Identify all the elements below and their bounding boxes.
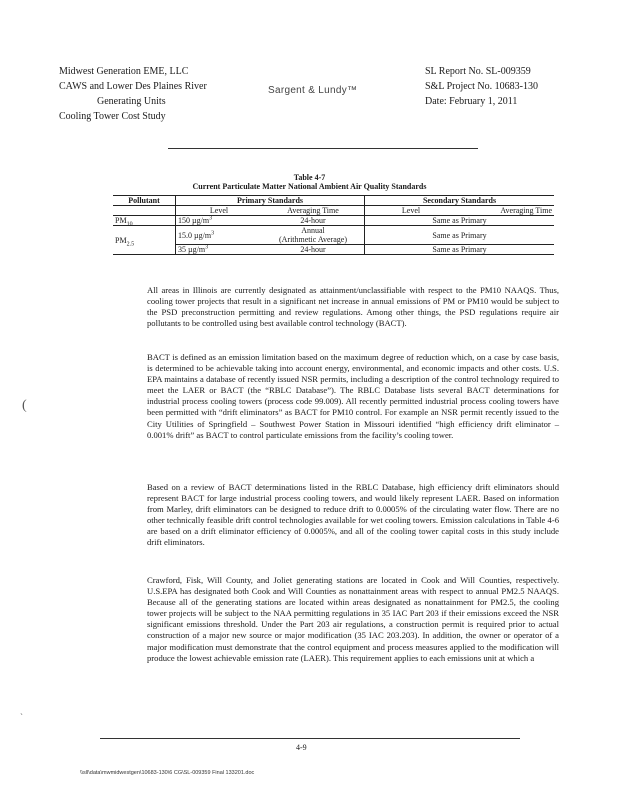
naaqs-table: [113, 195, 554, 255]
col-pollutant: Pollutant: [113, 196, 176, 206]
pm10-secondary: Same as Primary: [365, 216, 555, 226]
header-units: Generating Units: [97, 96, 166, 107]
page-number: 4-9: [296, 743, 307, 752]
header-divider: [168, 148, 478, 149]
pollutant-pm10: $PM_{10}$: [115, 216, 133, 228]
margin-tick-icon: `: [20, 712, 23, 722]
pollutant-pm25: $PM_{2.5}$: [115, 235, 135, 248]
table-row: [113, 245, 554, 255]
header-project: CAWS and Lower Des Plaines River: [59, 81, 207, 92]
table-row: [113, 216, 554, 226]
table-title: Current Particulate Matter National Ambient Air Quality Standards: [192, 182, 427, 191]
paragraph-nonattainment: Crawford, Fisk, Will County, and Joliet generating stations are located in Cook and Will Counties, respectively. U.S.EPA has designated both Cook and Will Counties as nonattainment areas with respect to annual PM2.5 NAAQS. Because all of the generating stations are located within areas designated as nonattainment for PM2.5, the cooling tower projects will be subject to the NAA permitting regulations in 35 IAC Part 203 if their emissions exceed the NSR significant emissions threshold. Under the Part 203 air regulations, a construction permit is required prior to actual construction of a major new source or major modification (35 IAC 203.203). In addition, the owner or operator of a major modification must demonstrate that the control equipment and process measures applied to the modification will produce the lowest achievable emission rate (LAER). This requirement applies to each emissions unit at which a: [147, 575, 559, 663]
pm25-annual-secondary: Same as Primary: [365, 226, 555, 245]
header-company: Midwest Generation EME, LLC: [59, 66, 189, 77]
pm25-annual-level: 15.0 $\mu g/m^3$: [176, 226, 263, 245]
col-secondary-standards: Secondary Standards: [365, 196, 555, 206]
col-primary-level: Level: [176, 206, 263, 216]
company-logo: Sargent & Lundy™: [268, 85, 358, 96]
paragraph-bact-definition: BACT is defined as an emission limitation based on the maximum degree of reduction which, on a case by case basis, is determined to be achievable taking into account energy, environmental, and economic impacts and other costs. U.S. EPA maintains a database of recently issued NSR permits, including a description of the control technology required to meet the LAER or BACT (the “RBLC Database”). The RBLC Database lists several BACT determinations for industrial process cooling towers (process code 99.009). All recently permitted industrial process cooling towers have been permitted with “drift eliminators” as BACT for PM10 control. For example an NSR permit recently issued to the City Utilities of Springfield – Southwest Power Station in Missouri identified “high efficiency drift eliminator – 0.001% drift” as BACT to control particulate emissions from the facility’s cooling tower.: [147, 352, 559, 440]
table-row: [113, 226, 554, 245]
col-secondary-level: Level: [365, 206, 458, 216]
pm10-averaging-time: 24-hour: [300, 216, 326, 225]
paragraph-drift-eliminators: Based on a review of BACT determinations listed in the RBLC Database, high efficiency drift eliminators should represent BACT for large industrial process cooling towers, and would likely represent LAER. Based on information from Marley, drift eliminators can be designed to reduce drift to 0.0005% of the circulating water flow. There are no other technically feasible drift control technologies available for wet cooling towers. Emission calculations in Table 4-6 are based on a drift eliminator efficiency of 0.0005%, and all of the cooling tower capital costs in this study include drift eliminators.: [147, 482, 559, 548]
pm25-24h-level: 35 $\mu g/m^3$: [176, 245, 263, 255]
header-left: [59, 64, 207, 124]
pm25-annual-averaging-time: Annual (Arithmetic Average): [278, 226, 348, 244]
footer-divider: [100, 738, 520, 739]
pm10-level: 150 $\mu g/m^3$: [176, 216, 263, 226]
table-number: Table 4-7: [293, 173, 326, 182]
pm25-24h-secondary: Same as Primary: [365, 245, 555, 255]
col-secondary-averaging-time: Averaging Time: [500, 206, 552, 215]
header-right: [425, 64, 538, 109]
header-date: Date: February 1, 2011: [425, 96, 518, 107]
file-path: \\sll\data\mwmidwestgen\10683-130\6 CG\SL-009359 Final 133201.doc: [80, 770, 255, 776]
header-report-number: SL Report No. SL-009359: [425, 66, 531, 77]
paragraph-pm10-attainment: All areas in Illinois are currently designated as attainment/unclassifiable with respect to the PM10 NAAQS. Thus, cooling tower projects that result in a significant net increase in annual emissions of PM or PM10 would be subject to the PSD preconstruction permitting and review regulations. Among other things, the PSD regulations require air pollutants to be controlled using best available control technology (BACT).: [147, 285, 559, 329]
pm25-24h-averaging-time: 24-hour: [300, 245, 326, 254]
col-primary-averaging-time: Averaging Time: [287, 206, 339, 215]
header-study: Cooling Tower Cost Study: [59, 111, 166, 122]
header-project-number: S&L Project No. 10683-130: [425, 81, 538, 92]
col-primary-standards: Primary Standards: [176, 196, 365, 206]
margin-bracket-icon: (: [22, 398, 27, 413]
